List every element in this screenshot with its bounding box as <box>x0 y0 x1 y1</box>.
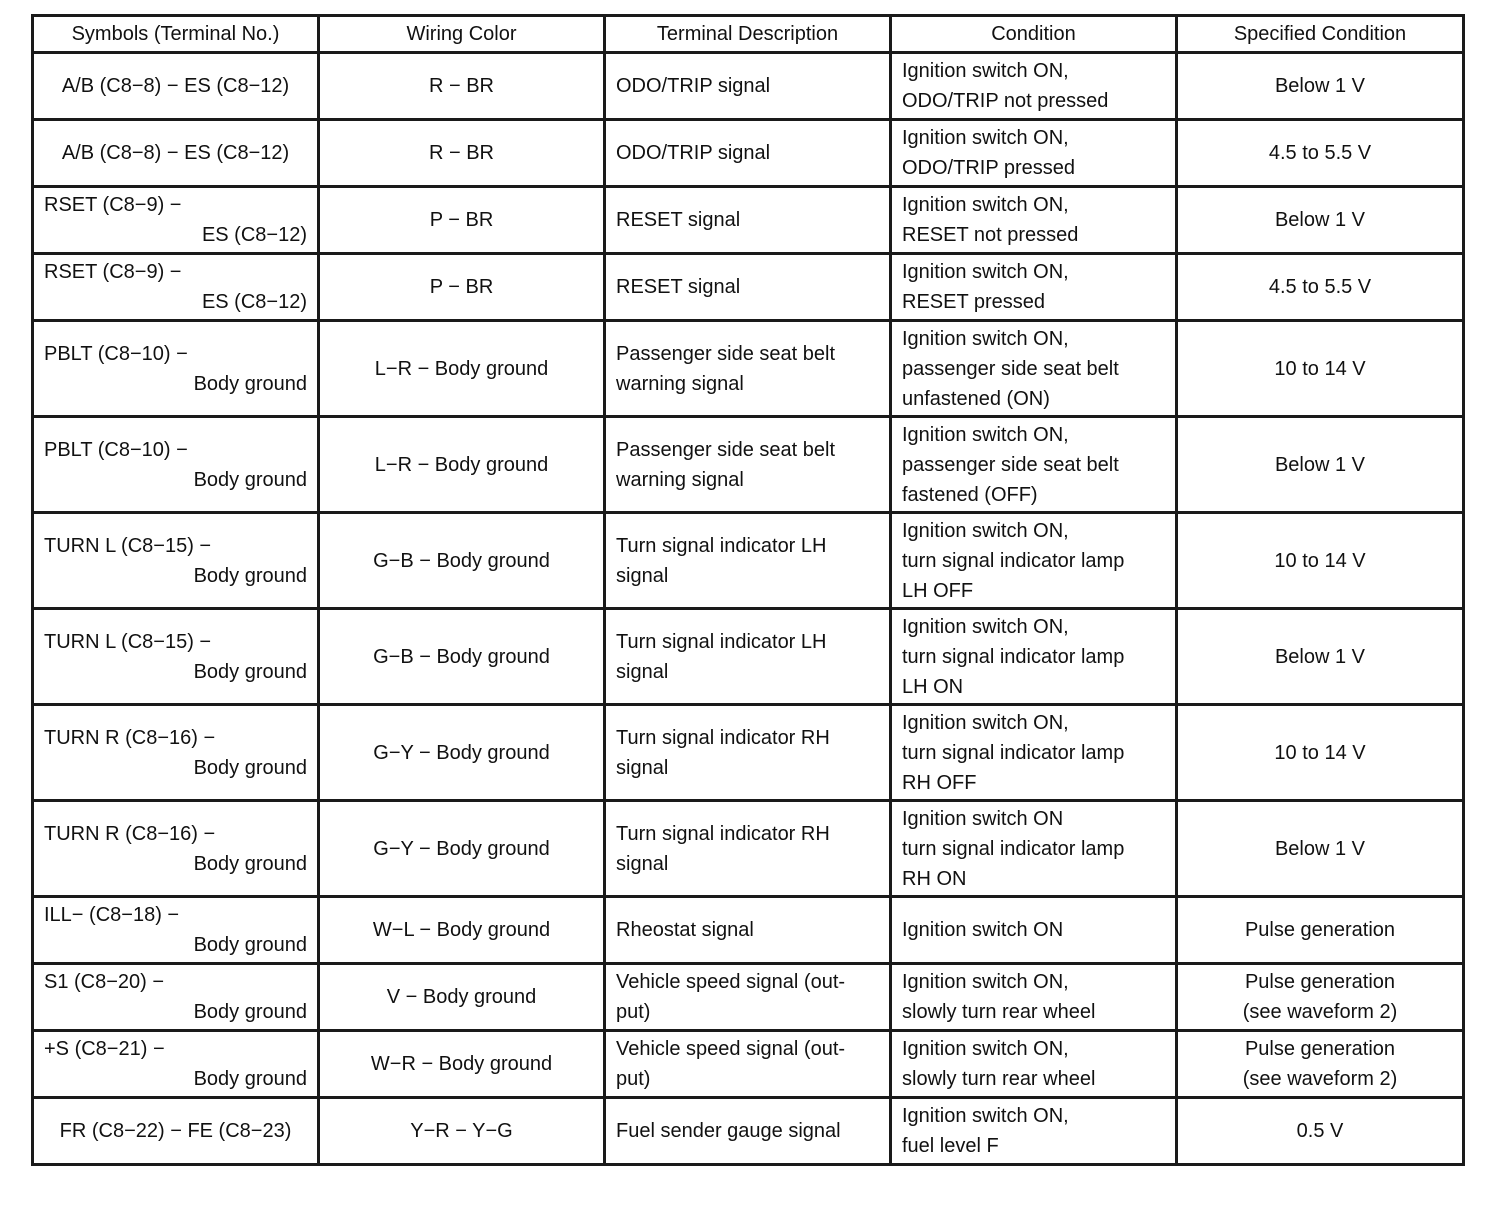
symbol-line: ES (C8−12) <box>201 291 307 313</box>
table-row <box>33 609 1464 705</box>
specified-line: (see waveform 2) <box>1242 1001 1398 1023</box>
condition-line: turn signal indicator lamp <box>902 741 1125 764</box>
condition-line: Ignition switch ON, <box>902 261 1069 283</box>
wiring-cell: Y−R − Y−G <box>319 1098 605 1165</box>
wiring-cell: G−B − Body ground <box>319 513 605 609</box>
description-line: put) <box>616 1001 651 1023</box>
condition-cell <box>891 53 1177 120</box>
condition-line: Ignition switch ON, <box>902 60 1069 82</box>
description-cell <box>605 187 891 254</box>
specified-cell <box>1177 321 1464 417</box>
condition-cell <box>891 187 1177 254</box>
specified-cell <box>1177 417 1464 513</box>
table-row <box>33 120 1464 187</box>
specified-line: Below 1 V <box>1274 837 1366 860</box>
table-row <box>33 187 1464 254</box>
wiring-cell: W−R − Body ground <box>319 1031 605 1098</box>
description-cell <box>605 964 891 1031</box>
specified-cell <box>1177 187 1464 254</box>
description-cell <box>605 513 891 609</box>
condition-cell <box>891 897 1177 964</box>
description-line: Vehicle speed signal (out- <box>616 1038 846 1060</box>
symbol-line: TURN L (C8−15) − <box>44 534 212 557</box>
condition-cell <box>891 609 1177 705</box>
table-row <box>33 53 1464 120</box>
header-condition: Condition <box>891 16 1177 53</box>
table-row <box>33 964 1464 1031</box>
header-terminal-description: Terminal Description <box>605 16 891 53</box>
specified-line: Below 1 V <box>1274 75 1366 97</box>
description-line: Passenger side seat belt <box>616 438 836 461</box>
symbol-line: PBLT (C8−10) − <box>44 438 188 461</box>
condition-line: turn signal indicator lamp <box>902 549 1125 572</box>
symbol-line: A/B (C8−8) − ES (C8−12) <box>61 142 290 164</box>
table-row <box>33 801 1464 897</box>
specified-cell <box>1177 705 1464 801</box>
specified-line: 10 to 14 V <box>1274 549 1366 572</box>
condition-cell <box>891 1031 1177 1098</box>
description-line: Turn signal indicator RH <box>616 822 830 845</box>
condition-line: fuel level F <box>902 1135 999 1157</box>
description-line: signal <box>616 564 669 587</box>
description-line: RESET signal <box>616 276 741 298</box>
description-cell <box>605 609 891 705</box>
description-cell <box>605 705 891 801</box>
condition-line: Ignition switch ON, <box>902 1105 1069 1127</box>
wiring-cell: V − Body ground <box>319 964 605 1031</box>
symbol-line: +S (C8−21) − <box>44 1038 165 1060</box>
condition-line: RH ON <box>902 867 967 890</box>
specified-cell <box>1177 254 1464 321</box>
symbol-cell <box>33 609 319 705</box>
condition-line: Ignition switch ON, <box>902 615 1069 638</box>
specified-line: 10 to 14 V <box>1274 357 1366 380</box>
symbol-line: Body ground <box>193 468 307 491</box>
symbol-line: Body ground <box>193 852 307 875</box>
condition-line: slowly turn rear wheel <box>902 1068 1096 1090</box>
wiring-cell: L−R − Body ground <box>319 417 605 513</box>
condition-cell <box>891 513 1177 609</box>
specified-cell <box>1177 609 1464 705</box>
symbol-line: RSET (C8−9) − <box>44 194 182 216</box>
description-line: ODO/TRIP signal <box>616 75 771 97</box>
description-line: Turn signal indicator LH <box>616 534 827 557</box>
table-row <box>33 705 1464 801</box>
condition-cell <box>891 120 1177 187</box>
condition-line: LH ON <box>902 675 964 698</box>
description-cell <box>605 53 891 120</box>
description-cell <box>605 897 891 964</box>
description-line: RESET signal <box>616 209 741 231</box>
condition-line: Ignition switch ON, <box>902 423 1069 446</box>
symbol-cell <box>33 417 319 513</box>
description-line: Fuel sender gauge signal <box>616 1120 841 1142</box>
condition-line: Ignition switch ON, <box>902 711 1069 734</box>
condition-line: ODO/TRIP pressed <box>902 157 1076 179</box>
description-line: Rheostat signal <box>616 919 754 941</box>
symbol-cell <box>33 53 319 120</box>
condition-line: passenger side seat belt <box>902 453 1119 476</box>
symbol-line: TURN L (C8−15) − <box>44 630 212 653</box>
description-line: ODO/TRIP signal <box>616 142 771 164</box>
specified-line: Pulse generation <box>1244 919 1396 941</box>
condition-line: Ignition switch ON <box>902 807 1064 830</box>
table-row <box>33 321 1464 417</box>
specified-line: 0.5 V <box>1296 1120 1344 1142</box>
condition-line: fastened (OFF) <box>902 483 1038 506</box>
specified-cell <box>1177 801 1464 897</box>
symbol-line: Body ground <box>193 372 307 395</box>
condition-cell <box>891 417 1177 513</box>
table-row <box>33 417 1464 513</box>
symbol-cell <box>33 801 319 897</box>
condition-line: LH OFF <box>902 579 974 602</box>
symbol-cell <box>33 964 319 1031</box>
symbol-line: ILL− (C8−18) − <box>44 904 180 926</box>
symbol-line: ES (C8−12) <box>201 224 307 246</box>
description-line: signal <box>616 660 669 683</box>
wiring-cell: G−Y − Body ground <box>319 801 605 897</box>
condition-line: ODO/TRIP not pressed <box>902 90 1109 112</box>
condition-cell <box>891 1098 1177 1165</box>
table-row <box>33 513 1464 609</box>
condition-line: RH OFF <box>902 771 977 794</box>
symbol-line: Body ground <box>193 756 307 779</box>
symbol-line: Body ground <box>193 1001 307 1023</box>
condition-line: unfastened (ON) <box>902 387 1050 410</box>
specified-line: Below 1 V <box>1274 209 1366 231</box>
symbol-line: Body ground <box>193 1068 307 1090</box>
condition-line: turn signal indicator lamp <box>902 645 1125 668</box>
wiring-cell: R − BR <box>319 53 605 120</box>
symbol-cell <box>33 254 319 321</box>
condition-line: Ignition switch ON, <box>902 327 1069 350</box>
specified-line: Pulse generation <box>1244 1038 1396 1060</box>
specified-line: 4.5 to 5.5 V <box>1268 276 1372 298</box>
symbol-line: TURN R (C8−16) − <box>44 726 216 749</box>
description-cell <box>605 120 891 187</box>
condition-cell <box>891 964 1177 1031</box>
specified-line: Pulse generation <box>1244 971 1396 993</box>
description-cell <box>605 1098 891 1165</box>
symbol-line: Body ground <box>193 660 307 683</box>
description-line: signal <box>616 756 669 779</box>
header-row <box>33 16 1464 53</box>
wiring-cell: W−L − Body ground <box>319 897 605 964</box>
specified-line: 10 to 14 V <box>1274 741 1366 764</box>
table-row <box>33 1031 1464 1098</box>
header-symbols: Symbols (Terminal No.) <box>33 16 319 53</box>
specified-cell <box>1177 513 1464 609</box>
symbol-cell <box>33 120 319 187</box>
wiring-cell: P − BR <box>319 254 605 321</box>
description-cell <box>605 321 891 417</box>
symbol-line: Body ground <box>193 564 307 587</box>
description-line: Passenger side seat belt <box>616 342 836 365</box>
specified-cell <box>1177 1031 1464 1098</box>
wiring-cell: R − BR <box>319 120 605 187</box>
specified-line: Below 1 V <box>1274 645 1366 668</box>
condition-line: Ignition switch ON, <box>902 194 1069 216</box>
table-row <box>33 897 1464 964</box>
description-line: warning signal <box>616 468 744 491</box>
symbol-cell <box>33 513 319 609</box>
description-line: put) <box>616 1068 651 1090</box>
wiring-cell: G−B − Body ground <box>319 609 605 705</box>
condition-cell <box>891 321 1177 417</box>
condition-line: Ignition switch ON, <box>902 127 1069 149</box>
symbol-line: FR (C8−22) − FE (C8−23) <box>59 1120 292 1142</box>
symbol-cell <box>33 897 319 964</box>
symbol-line: S1 (C8−20) − <box>44 971 165 993</box>
table-row <box>33 1098 1464 1165</box>
symbol-line: RSET (C8−9) − <box>44 261 182 283</box>
condition-line: slowly turn rear wheel <box>902 1001 1096 1023</box>
header-specified-condition: Specified Condition <box>1177 16 1464 53</box>
description-line: Turn signal indicator RH <box>616 726 830 749</box>
condition-cell <box>891 254 1177 321</box>
specified-line: Below 1 V <box>1274 453 1366 476</box>
description-line: Turn signal indicator LH <box>616 630 827 653</box>
specified-cell <box>1177 964 1464 1031</box>
symbol-line: TURN R (C8−16) − <box>44 822 216 845</box>
symbol-cell <box>33 1031 319 1098</box>
condition-line: Ignition switch ON, <box>902 519 1069 542</box>
symbol-cell <box>33 321 319 417</box>
condition-line: passenger side seat belt <box>902 357 1119 380</box>
condition-line: RESET pressed <box>902 291 1046 313</box>
header-wiring-color: Wiring Color <box>319 16 605 53</box>
description-cell <box>605 1031 891 1098</box>
condition-line: turn signal indicator lamp <box>902 837 1125 860</box>
specified-line: 4.5 to 5.5 V <box>1268 142 1372 164</box>
terminal-spec-table <box>31 14 1465 1166</box>
symbol-line: A/B (C8−8) − ES (C8−12) <box>61 75 290 97</box>
wiring-cell: L−R − Body ground <box>319 321 605 417</box>
specified-cell <box>1177 120 1464 187</box>
condition-line: Ignition switch ON <box>902 919 1064 941</box>
symbol-cell <box>33 705 319 801</box>
symbol-cell <box>33 1098 319 1165</box>
specified-cell <box>1177 53 1464 120</box>
condition-line: Ignition switch ON, <box>902 1038 1069 1060</box>
specified-cell <box>1177 897 1464 964</box>
condition-cell <box>891 705 1177 801</box>
description-line: warning signal <box>616 372 744 395</box>
description-line: Vehicle speed signal (out- <box>616 971 846 993</box>
wiring-cell: G−Y − Body ground <box>319 705 605 801</box>
condition-line: Ignition switch ON, <box>902 971 1069 993</box>
symbol-line: PBLT (C8−10) − <box>44 342 188 365</box>
symbol-line: Body ground <box>193 934 307 956</box>
wiring-cell: P − BR <box>319 187 605 254</box>
description-cell <box>605 417 891 513</box>
description-cell <box>605 254 891 321</box>
description-line: signal <box>616 852 669 875</box>
table-row <box>33 254 1464 321</box>
condition-cell <box>891 801 1177 897</box>
description-cell <box>605 801 891 897</box>
specified-cell <box>1177 1098 1464 1165</box>
specified-line: (see waveform 2) <box>1242 1068 1398 1090</box>
condition-line: RESET not pressed <box>902 224 1079 246</box>
symbol-cell <box>33 187 319 254</box>
